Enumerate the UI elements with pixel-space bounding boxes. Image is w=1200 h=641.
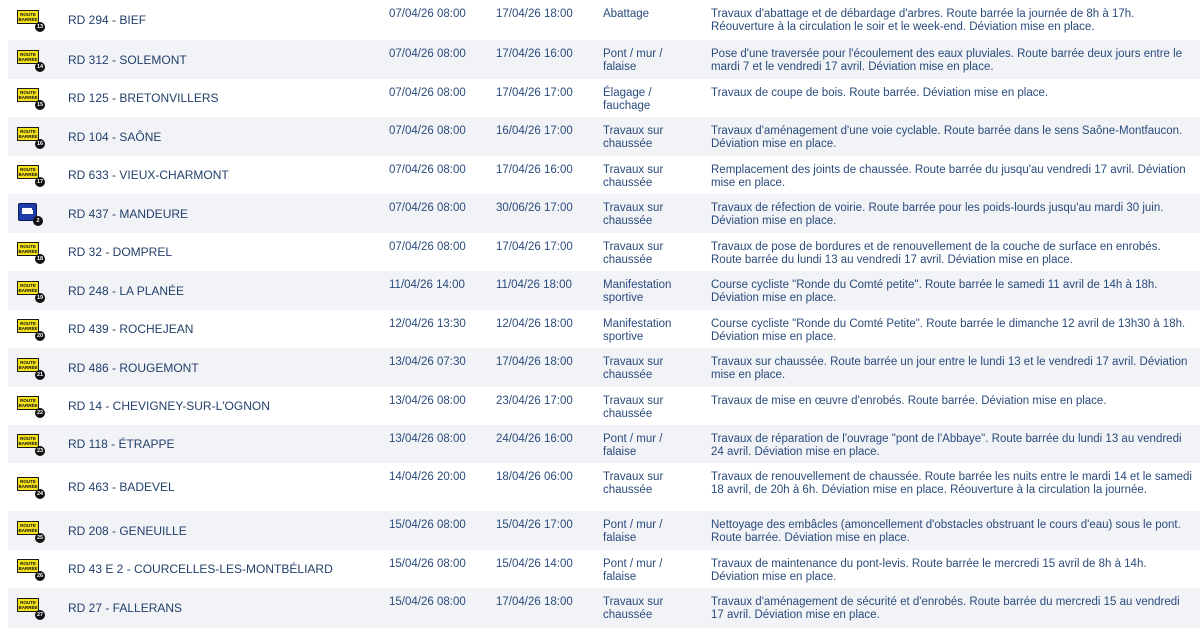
closure-icon-cell — [8, 156, 48, 194]
closure-number-badge: 17 — [36, 179, 44, 185]
closure-type: Travaux sur chaussée — [603, 596, 664, 621]
end-datetime: 17/04/26 18:00 — [496, 356, 573, 368]
road-name[interactable]: RD 248 - LA PLANÉE — [68, 283, 185, 298]
closure-number-badge: 13 — [36, 24, 44, 30]
closure-number-badge: 15 — [36, 102, 44, 108]
end-datetime: 17/04/26 18:00 — [496, 8, 573, 20]
route-barree-sign-icon: ROUTE BARRÉE — [18, 479, 38, 489]
road-name[interactable]: RD 312 - SOLEMONT — [68, 52, 187, 67]
closure-type: Travaux sur chaussée — [603, 395, 664, 420]
closure-icon-cell — [8, 550, 48, 588]
closure-type: Abattage — [603, 8, 650, 20]
end-datetime: 17/04/26 18:00 — [496, 596, 573, 608]
closure-icon-cell — [8, 310, 48, 348]
start-datetime: 15/04/26 08:00 — [389, 596, 466, 608]
closure-number-badge: 16 — [36, 140, 44, 147]
closure-description: Travaux d'aménagement de sécurité et d'enrobés. Route barrée du mercredi 15 au vendredi 17 avril. Déviation mise en place. — [711, 596, 1180, 621]
closure-description: Travaux d'abattage et de débardage d'arbres. Route barrée la journée de 8h à 17h. Réouverture à la circulation le soir et le week-end. Déviation mise en place. — [711, 8, 1135, 33]
closure-description: Travaux de réparation de l'ouvrage "pont de l'Abbaye". Route barrée du lundi 13 au vendredi 24 avril. Déviation mise en place. — [711, 433, 1182, 458]
closure-description: Travaux de mise en œuvre d'enrobés. Route barrée. Déviation mise en place. — [711, 395, 1107, 407]
table-row[interactable] — [8, 156, 1200, 194]
road-name[interactable]: RD 208 - GENEUILLE — [68, 523, 187, 538]
end-datetime: 15/04/26 17:00 — [496, 519, 573, 531]
road-name[interactable]: RD 27 - FALLERANS — [68, 601, 183, 615]
road-name[interactable]: RD 104 - SAÔNE — [68, 129, 162, 144]
closure-number-badge: 22 — [36, 410, 44, 416]
closure-description: Travaux de pose de bordures et de renouvellement de la couche de surface en enrobés. Route barrée du lundi 13 au vendredi 17 avril. Déviation mise en place. — [711, 241, 1161, 266]
table-row[interactable] — [8, 588, 1200, 628]
closure-type: Pont / mur / falaise — [603, 433, 663, 458]
closure-type: Pont / mur / falaise — [603, 519, 663, 544]
start-datetime: 15/04/26 08:00 — [389, 519, 466, 531]
closure-description: Travaux d'aménagement d'une voie cyclable. Route barrée dans le sens Saône-Montfaucon. Déviation mise en place. — [711, 125, 1183, 150]
closure-description: Course cycliste "Ronde du Comté Petite". Route barrée le dimanche 12 avril de 13h30 à 18h. Déviation mise en place. — [711, 318, 1186, 343]
route-barree-sign-icon: ROUTE BARRÉE — [18, 600, 38, 610]
route-barree-sign-icon: ROUTE BARRÉE — [18, 128, 38, 139]
table-row[interactable] — [8, 310, 1200, 348]
table-row[interactable] — [8, 194, 1200, 233]
table-row[interactable] — [8, 550, 1200, 588]
route-barree-sign-icon: ROUTE BARRÉE — [18, 90, 38, 100]
end-datetime: 16/04/26 17:00 — [496, 125, 573, 137]
closure-description: Travaux de réfection de voirie. Route barrée pour les poids-lourds jusqu'au mardi 30 juin. Déviation mise en place. — [711, 202, 1164, 227]
closure-type: Travaux sur chaussée — [603, 356, 664, 381]
route-barree-sign-icon: ROUTE BARRÉE — [18, 167, 38, 177]
road-name[interactable]: RD 486 - ROUGEMONT — [68, 360, 199, 375]
road-name[interactable]: RD 294 - BIEF — [68, 13, 147, 27]
end-datetime: 30/06/26 17:00 — [496, 202, 573, 214]
table-row[interactable] — [8, 348, 1200, 387]
closure-number-badge: 18 — [36, 256, 44, 262]
closure-number-badge: 20 — [36, 333, 44, 339]
closure-icon-cell — [8, 0, 48, 40]
start-datetime: 12/04/26 13:30 — [389, 318, 466, 330]
closure-icon-cell — [8, 117, 48, 156]
closure-icon-cell — [8, 588, 48, 628]
end-datetime: 17/04/26 17:00 — [496, 241, 573, 253]
closure-number-badge: 26 — [36, 573, 44, 579]
start-datetime: 07/04/26 08:00 — [389, 241, 466, 253]
end-datetime: 23/04/26 17:00 — [496, 395, 573, 407]
route-barree-sign-icon: ROUTE BARRÉE — [18, 522, 38, 533]
closure-number-badge: 2 — [33, 216, 43, 226]
end-datetime: 17/04/26 17:00 — [496, 87, 573, 99]
closure-description: Travaux de maintenance du pont-levis. Route barrée le mercredi 15 avril de 8h à 14h. Déviation mise en place. — [711, 558, 1147, 583]
closure-icon-cell — [8, 387, 48, 425]
route-barree-sign-icon: ROUTE BARRÉE — [18, 436, 38, 446]
closure-description: Travaux sur chaussée. Route barrée un jour entre le lundi 13 et le vendredi 17 avril. Déviation mise en place. — [711, 356, 1188, 381]
closure-icon-cell — [8, 348, 48, 387]
closure-description: Course cycliste "Ronde du Comté petite". Route barrée le samedi 11 avril de 14h à 18h. Déviation mise en place. — [711, 279, 1158, 304]
closure-icon-cell — [8, 511, 48, 550]
closure-icon-cell — [8, 425, 48, 463]
closure-type: Travaux sur chaussée — [603, 202, 664, 227]
table-row[interactable] — [8, 511, 1200, 550]
route-barree-sign-icon: ROUTE BARRÉE — [18, 51, 38, 62]
closure-number-badge: 19 — [36, 294, 44, 301]
table-row[interactable] — [8, 387, 1200, 425]
route-barree-sign-icon: ROUTE BARRÉE — [18, 321, 38, 331]
end-datetime: 17/04/26 16:00 — [496, 48, 573, 60]
end-datetime: 24/04/26 16:00 — [496, 433, 573, 445]
route-barree-sign-icon: ROUTE BARRÉE — [18, 12, 38, 22]
road-name[interactable]: RD 14 - CHEVIGNEY-SUR-L'OGNON — [68, 399, 270, 413]
closure-number-badge: 25 — [36, 534, 44, 541]
end-datetime: 15/04/26 14:00 — [496, 558, 573, 570]
table-row[interactable] — [8, 79, 1200, 117]
route-barree-sign-icon: ROUTE BARRÉE — [18, 359, 38, 370]
closure-type: Manifestation sportive — [603, 318, 672, 343]
table-row[interactable] — [8, 425, 1200, 463]
route-barree-sign-icon: ROUTE BARRÉE — [18, 561, 38, 571]
closure-number-badge: 23 — [36, 448, 44, 454]
start-datetime: 13/04/26 08:00 — [389, 395, 466, 407]
closure-icon-cell — [8, 79, 48, 117]
closure-type: Travaux sur chaussée — [603, 241, 664, 266]
road-name[interactable]: RD 463 - BADEVEL — [68, 480, 175, 494]
closure-type: Pont / mur / falaise — [603, 558, 663, 583]
road-name[interactable]: RD 439 - ROCHEJEAN — [68, 322, 194, 336]
route-barree-sign-icon: ROUTE BARRÉE — [18, 282, 38, 293]
closure-number-badge: 24 — [36, 491, 44, 497]
start-datetime: 07/04/26 08:00 — [389, 125, 466, 137]
closure-number-badge: 27 — [36, 612, 44, 618]
table-row[interactable] — [8, 0, 1200, 40]
end-datetime: 17/04/26 16:00 — [496, 164, 573, 176]
start-datetime: 07/04/26 08:00 — [389, 202, 466, 214]
closure-icon-cell — [8, 194, 48, 233]
route-barree-sign-icon: ROUTE BARRÉE — [18, 244, 38, 254]
closure-description: Nettoyage des embâcles (amoncellement d'obstacles obstruant le cours d'eau) sous le pont. Route barrée. Déviation mise en place. — [711, 519, 1181, 544]
closure-type: Travaux sur chaussée — [603, 125, 664, 150]
closure-number-badge: 21 — [36, 371, 44, 378]
closure-number-badge: 14 — [36, 63, 44, 70]
end-datetime: 11/04/26 18:00 — [496, 279, 572, 291]
table-row[interactable] — [8, 463, 1200, 511]
start-datetime: 14/04/26 20:00 — [389, 471, 466, 483]
road-name[interactable]: RD 32 - DOMPREL — [68, 245, 173, 259]
closure-icon-cell — [8, 463, 48, 511]
closure-description: Pose d'une traversée pour l'écoulement des eaux pluviales. Route barrée deux jours entre le mardi 7 et le vendredi 17 avril. Déviation mise en place. — [711, 48, 1183, 73]
start-datetime: 07/04/26 08:00 — [389, 8, 466, 20]
end-datetime: 12/04/26 18:00 — [496, 318, 573, 330]
table-row[interactable] — [8, 117, 1200, 156]
road-name[interactable]: RD 118 - ÉTRAPPE — [68, 437, 175, 451]
table-row[interactable] — [8, 233, 1200, 271]
closure-icon-cell — [8, 233, 48, 271]
start-datetime: 13/04/26 08:00 — [389, 433, 466, 445]
road-name[interactable]: RD 125 - BRETONVILLERS — [68, 91, 219, 105]
closure-description: Travaux de coupe de bois. Route barrée. Déviation mise en place. — [711, 87, 1049, 99]
start-datetime: 13/04/26 07:30 — [389, 356, 466, 368]
closure-description: Travaux de renouvellement de chaussée. Route barrée les nuits entre le mardi 14 et le samedi 18 avril, de 20h à 6h. Déviation mise en place. Réouverture à la circulation la journée. — [711, 471, 1192, 496]
road-name[interactable]: RD 437 - MANDEURE — [68, 206, 189, 221]
closure-type: Élagage / fauchage — [603, 87, 652, 112]
road-name[interactable]: RD 43 E 2 - COURCELLES-LES-MONTBÉLIARD — [68, 562, 333, 576]
start-datetime: 07/04/26 08:00 — [389, 164, 466, 176]
table-row[interactable] — [8, 40, 1200, 79]
closure-type: Travaux sur chaussée — [603, 164, 664, 189]
road-name[interactable]: RD 633 - VIEUX-CHARMONT — [68, 168, 229, 182]
table-row[interactable] — [8, 271, 1200, 310]
start-datetime: 07/04/26 08:00 — [389, 48, 466, 60]
closure-type: Pont / mur / falaise — [603, 48, 663, 73]
start-datetime: 07/04/26 08:00 — [389, 87, 466, 99]
closure-icon-cell — [8, 271, 48, 310]
closure-type: Travaux sur chaussée — [603, 471, 664, 496]
closure-description: Remplacement des joints de chaussée. Route barrée du jusqu'au vendredi 17 avril. Déviation mise en place. — [711, 164, 1186, 189]
end-datetime: 18/04/26 06:00 — [496, 471, 573, 483]
start-datetime: 15/04/26 08:00 — [389, 558, 466, 570]
closure-icon-cell — [8, 40, 48, 79]
start-datetime: 11/04/26 14:00 — [389, 279, 465, 291]
route-barree-sign-icon: ROUTE BARRÉE — [18, 398, 38, 408]
closure-type: Manifestation sportive — [603, 279, 672, 304]
